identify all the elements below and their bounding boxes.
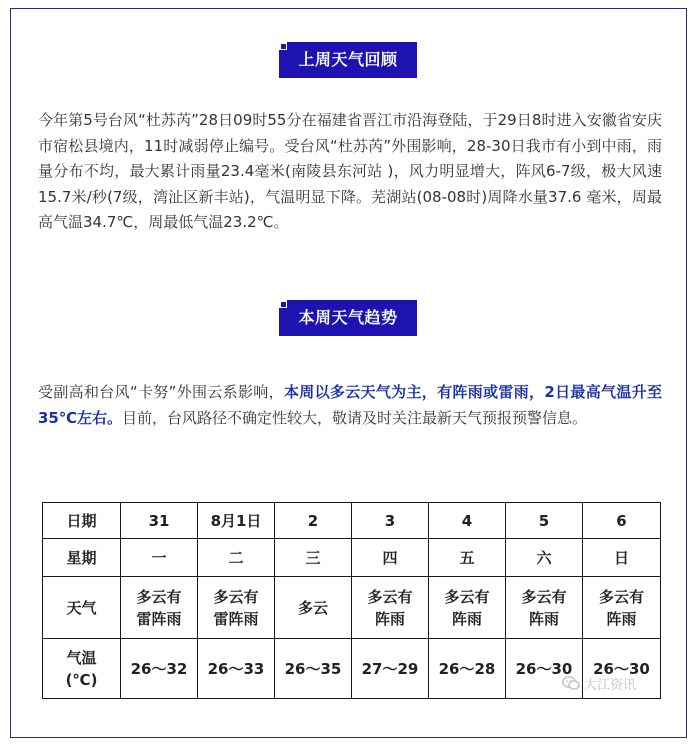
wechat-icon [562,676,580,690]
date-cell: 4 [429,503,506,539]
table-row-weekday [43,539,661,577]
weekday-cell: 六 [506,539,583,577]
weekday-cell: 二 [198,539,275,577]
date-cell: 6 [583,503,661,539]
weather-line: 多云 [297,598,328,617]
row-label-temperature [43,639,121,699]
weather-cell [198,577,275,639]
corner-decoration [279,42,287,50]
weekday-cell: 三 [275,539,352,577]
weekly-forecast-table [42,502,661,699]
weather-line: 阵雨 [606,609,637,628]
weather-cell [352,577,429,639]
weather-cell [506,577,583,639]
weather-cell [429,577,506,639]
temp-label-line: 气温 [66,648,97,667]
temp-unit-line: (℃) [65,670,98,689]
date-cell: 3 [352,503,429,539]
last-week-review-paragraph: 今年第5号台风“杜苏芮”28日09时55分在福建省晋江市沿海登陆，于29日8时进入安徽省安庆市宿松县境内，11时减弱停止编号。受台风“杜苏芮”外围影响，28-30日我市有小到中雨，雨量分布不均，最大累计雨量23.4毫米(南陵县东河站 )，风力明显增大，阵风6-7级，极大风速15.7米/秒(7级，湾沚区新丰站)，气温明显下降。芜湖站(08-08时)周降水量37.6 毫米，周最高气温34.7℃，周最低气温23.2℃。 [38,111,662,231]
trend-text-highlight: 本周以多云天气为主，有阵雨或雷雨，2日最高气温升至35℃左右。 [38,383,662,427]
this-week-trend-paragraph [38,380,662,431]
weather-line: 阵雨 [528,609,559,628]
trend-text-notice: 目前，台风路径不确定性较大，敬请及时关注最新天气预报预警信息。 [122,408,588,427]
table-row-date [43,503,661,539]
weather-line: 多云有 [213,587,259,606]
temp-cell: 26～35 [275,639,352,699]
date-cell: 31 [121,503,198,539]
date-cell: 2 [275,503,352,539]
weather-line: 多云有 [521,587,567,606]
temp-cell: 26～30 [506,639,583,699]
trend-text-intro: 受副高和台风“卡努”外围云系影响， [38,383,284,401]
date-cell: 8月1日 [198,503,275,539]
weather-line: 雷阵雨 [136,609,182,628]
section-title-last-week [279,42,417,78]
row-label-date: 日期 [43,503,121,539]
corner-decoration [279,300,287,308]
watermark-text: 大江资讯 [584,677,637,693]
weather-line: 阵雨 [374,609,405,628]
row-label-weather: 天气 [43,577,121,639]
weekday-cell: 日 [583,539,661,577]
weather-line: 多云有 [598,587,644,606]
weather-line: 多云有 [444,587,490,606]
section-title-this-week [279,300,417,336]
section-title-text: 上周天气回顾 [298,50,398,69]
date-cell: 5 [506,503,583,539]
weekday-cell: 一 [121,539,198,577]
weather-line: 阵雨 [451,609,482,628]
watermark [562,672,636,694]
temp-cell: 26～28 [429,639,506,699]
temp-cell: 26～30 [583,639,661,699]
weather-cell [121,577,198,639]
weather-cell [275,577,352,639]
section-title-text: 本周天气趋势 [298,308,398,327]
weekday-cell: 四 [352,539,429,577]
weather-line: 雷阵雨 [213,609,259,628]
weather-line: 多云有 [136,587,182,606]
row-label-weekday: 星期 [43,539,121,577]
weather-line: 多云有 [367,587,413,606]
temp-cell: 27～29 [352,639,429,699]
weekday-cell: 五 [429,539,506,577]
weather-cell [583,577,661,639]
temp-cell: 26～32 [121,639,198,699]
table-row-weather [43,577,661,639]
temp-cell: 26～33 [198,639,275,699]
